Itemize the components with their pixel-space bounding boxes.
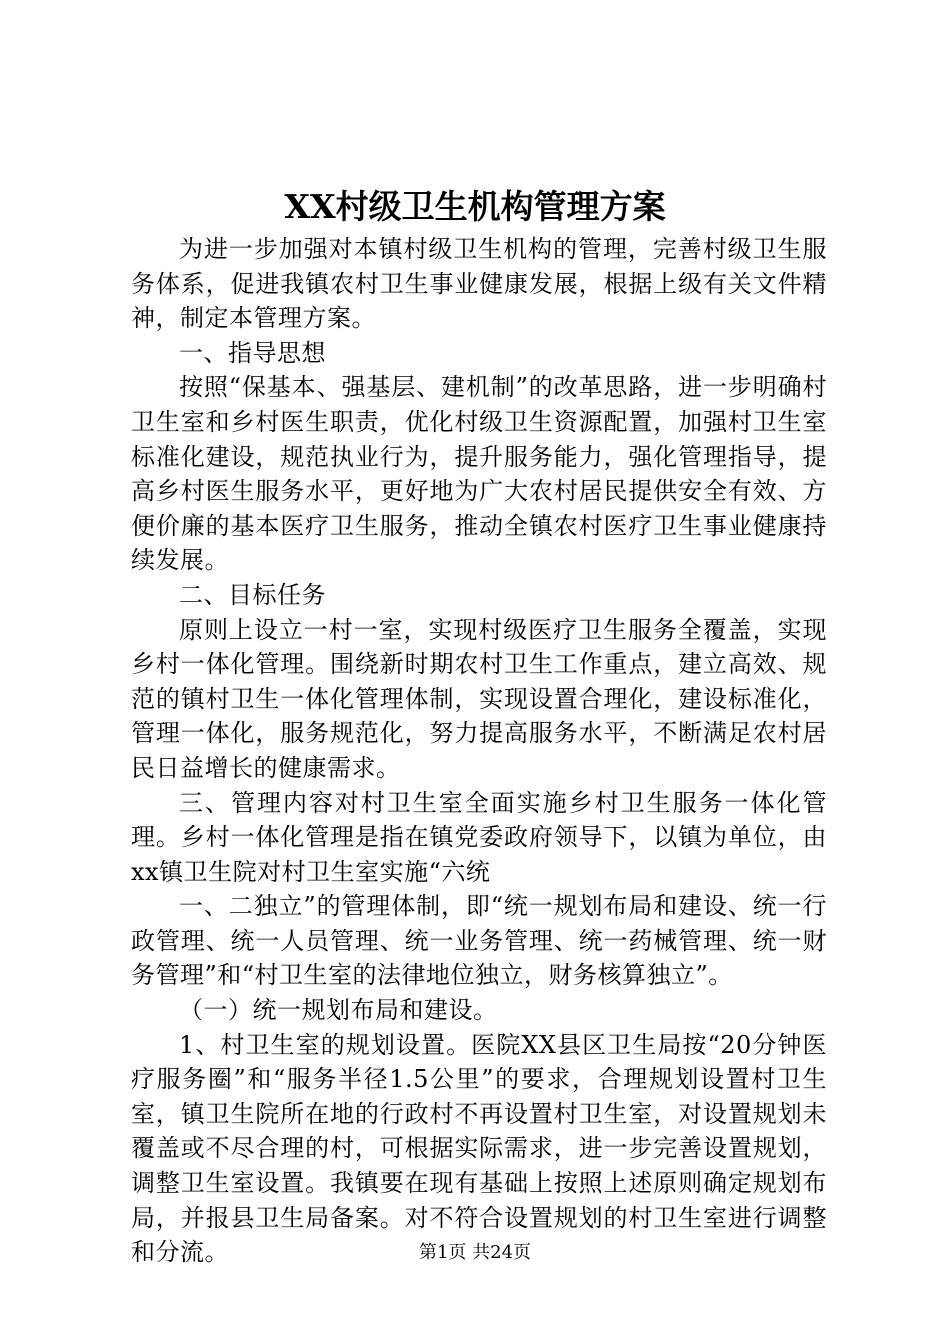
management-system-paragraph: 一、二独立”的管理体制，即“统一规划布局和建设、统一行政管理、统一人员管理、统一业务管理、统一药械管理、统一财务管理”和“村卫生室的法律地位独立，财务核算独立”。: [131, 892, 827, 990]
document-title: XX村级卫生机构管理方案: [284, 187, 666, 226]
goals-paragraph: 原则上设立一村一室，实现村级医疗卫生服务全覆盖，实现乡村一体化管理。围绕新时期农村卫生工作重点，建立高效、规范的镇村卫生一体化管理体制，实现设置合理化，建设标准化，管理一体化，服务规范化，努力提高服务水平，不断满足农村居民日益增长的健康需求。: [131, 615, 827, 782]
document-body: [131, 232, 827, 1270]
management-content-paragraph: 三、管理内容对村卫生室全面实施乡村卫生服务一体化管理。乡村一体化管理是指在镇党委政府领导下，以镇为单位，由xx镇卫生院对村卫生室实施“六统: [131, 788, 827, 886]
guiding-ideology-paragraph: 按照“保基本、强基层、建机制”的改革思路，进一步明确村卫生室和乡村医生职责，优化村级卫生资源配置，加强村卫生室标准化建设，规范执业行为，提升服务能力，强化管理指导，提高乡村医生服务水平，更好地为广大农村居民提供安全有效、方便价廉的基本医疗卫生服务，推动全镇农村医疗卫生事业健康持续发展。: [131, 373, 827, 575]
subsection-heading-planning: （一）统一规划布局和建设。: [179, 996, 498, 1025]
page-footer: 第1页 共24页: [418, 1242, 532, 1263]
intro-paragraph: 为进一步加强对本镇村级卫生机构的管理，完善村级卫生服务体系，促进我镇农村卫生事业健康发展，根据上级有关文件精神，制定本管理方案。: [131, 235, 827, 333]
planning-paragraph: 1、村卫生室的规划设置。医院XX县区卫生局按“20分钟医疗服务圈”和“服务半径1.5公里”的要求，合理规划设置村卫生室，镇卫生院所在地的行政村不再设置村卫生室，对设置规划未覆盖或不尽合理的村，可根据实际需求，进一步完善设置规划，调整卫生室设置。我镇要在现有基础上按照上述原则确定规划布局，并报县卫生局备案。对不符合设置规划的村卫生室进行调整和分流。: [131, 1030, 827, 1267]
section-heading-guiding-ideology: 一、指导思想: [179, 338, 326, 367]
section-heading-goals: 二、目标任务: [179, 580, 326, 609]
